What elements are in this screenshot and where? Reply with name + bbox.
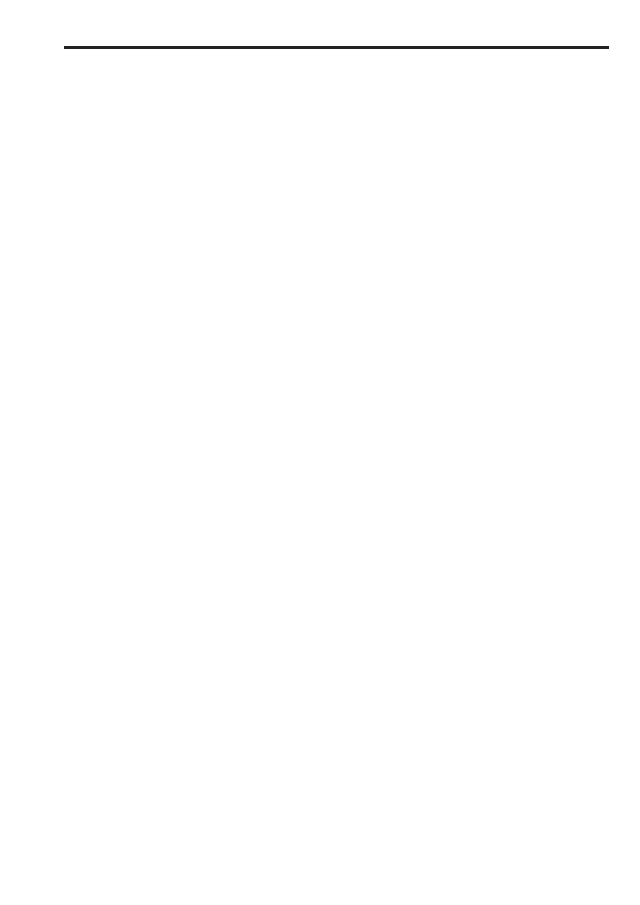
results-cell <box>277 48 609 49</box>
results-label <box>65 48 277 49</box>
funding-table <box>64 46 609 49</box>
table-row <box>65 48 609 49</box>
